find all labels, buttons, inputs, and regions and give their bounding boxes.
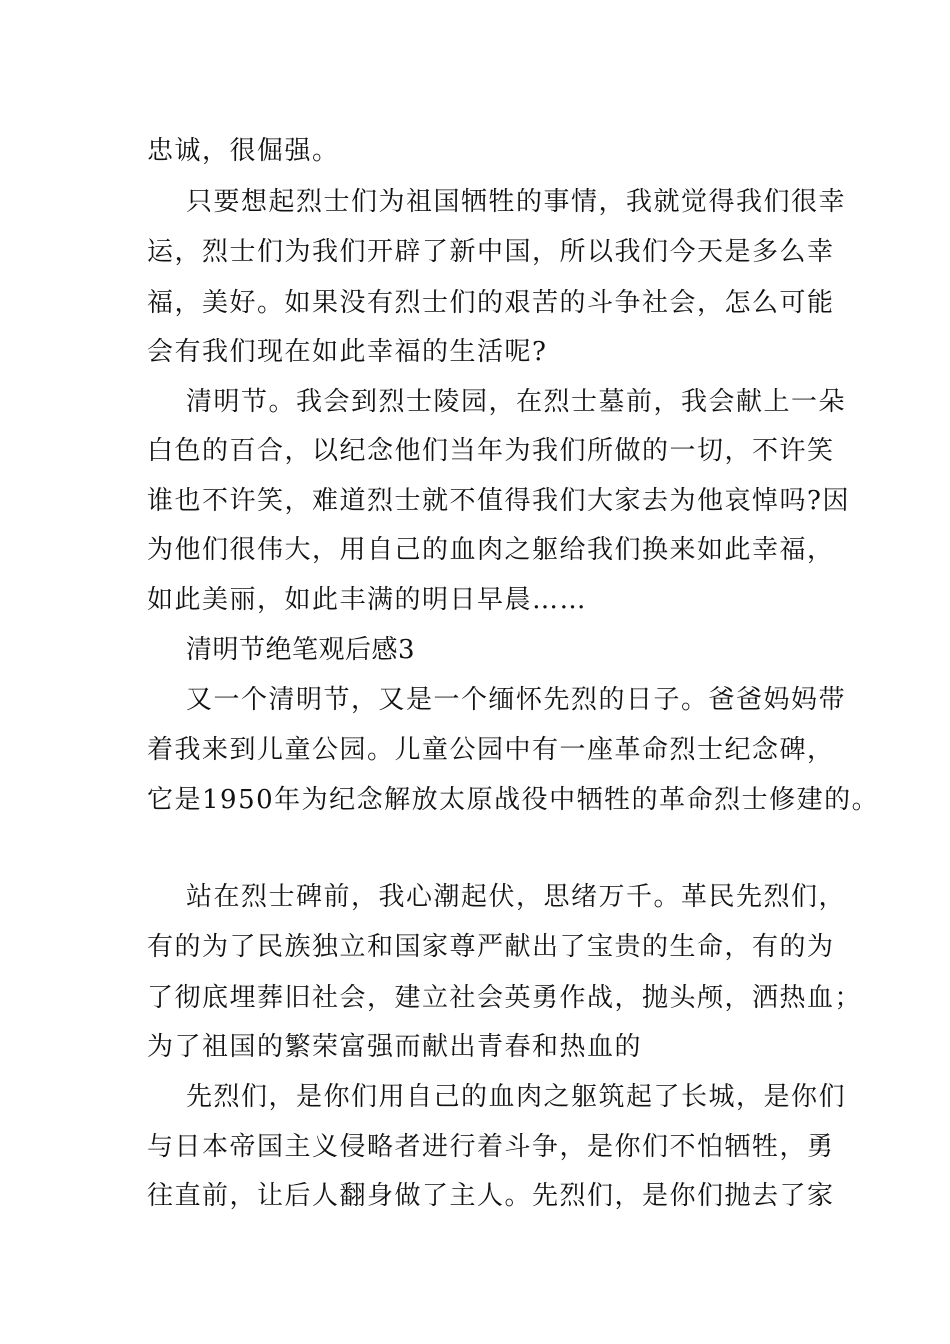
text-line: 会有我们现在如此幸福的生活呢? (147, 337, 548, 367)
text-line: 为他们很伟大，用自己的血肉之躯给我们换来如此幸福， (147, 535, 835, 565)
paragraph-first-line: 又一个清明节，又是一个缅怀先烈的日子。爸爸妈妈带 (186, 685, 847, 715)
text-line: 了彻底埋葬旧社会，建立社会英勇作战，抛头颅，洒热血； (147, 983, 863, 1013)
text-line: 它是1950年为纪念解放太原战役中牺牲的革命烈士修建的。 (147, 785, 880, 815)
paragraph-first-line: 站在烈士碑前，我心潮起伏，思绪万千。革民先烈们， (186, 882, 847, 912)
paragraph-first-line: 先烈们，是你们用自己的血肉之躯筑起了长城，是你们 (186, 1082, 847, 1112)
text-line: 如此美丽，如此丰满的明日早晨…… (147, 585, 588, 615)
text-line: 为了祖国的繁荣富强而献出青春和热血的 (147, 1032, 643, 1062)
text-line: 与日本帝国主义侵略者进行着斗争，是你们不怕牺牲，勇 (147, 1132, 835, 1162)
text-line: 忠诚，很倔强。 (147, 136, 340, 166)
paragraph-first-line: 清明节。我会到烈士陵园，在烈士墓前，我会献上一朵 (186, 387, 847, 417)
text-line: 往直前，让后人翻身做了主人。先烈们，是你们抛去了家 (147, 1181, 835, 1211)
text-line: 白色的百合，以纪念他们当年为我们所做的一切，不许笑 (147, 436, 835, 466)
section-heading: 清明节绝笔观后感3 (186, 635, 416, 665)
text-line: 福，美好。如果没有烈士们的艰苦的斗争社会，怎么可能 (147, 288, 835, 318)
paragraph-first-line: 只要想起烈士们为祖国牺牲的事情，我就觉得我们很幸 (186, 187, 847, 217)
text-line: 着我来到儿童公园。儿童公园中有一座革命烈士纪念碑， (147, 735, 835, 765)
text-line: 有的为了民族独立和国家尊严献出了宝贵的生命，有的为 (147, 932, 835, 962)
text-line: 谁也不许笑，难道烈士就不值得我们大家去为他哀悼吗?因 (147, 486, 850, 516)
text-line: 运，烈士们为我们开辟了新中国，所以我们今天是多么幸 (147, 237, 835, 267)
